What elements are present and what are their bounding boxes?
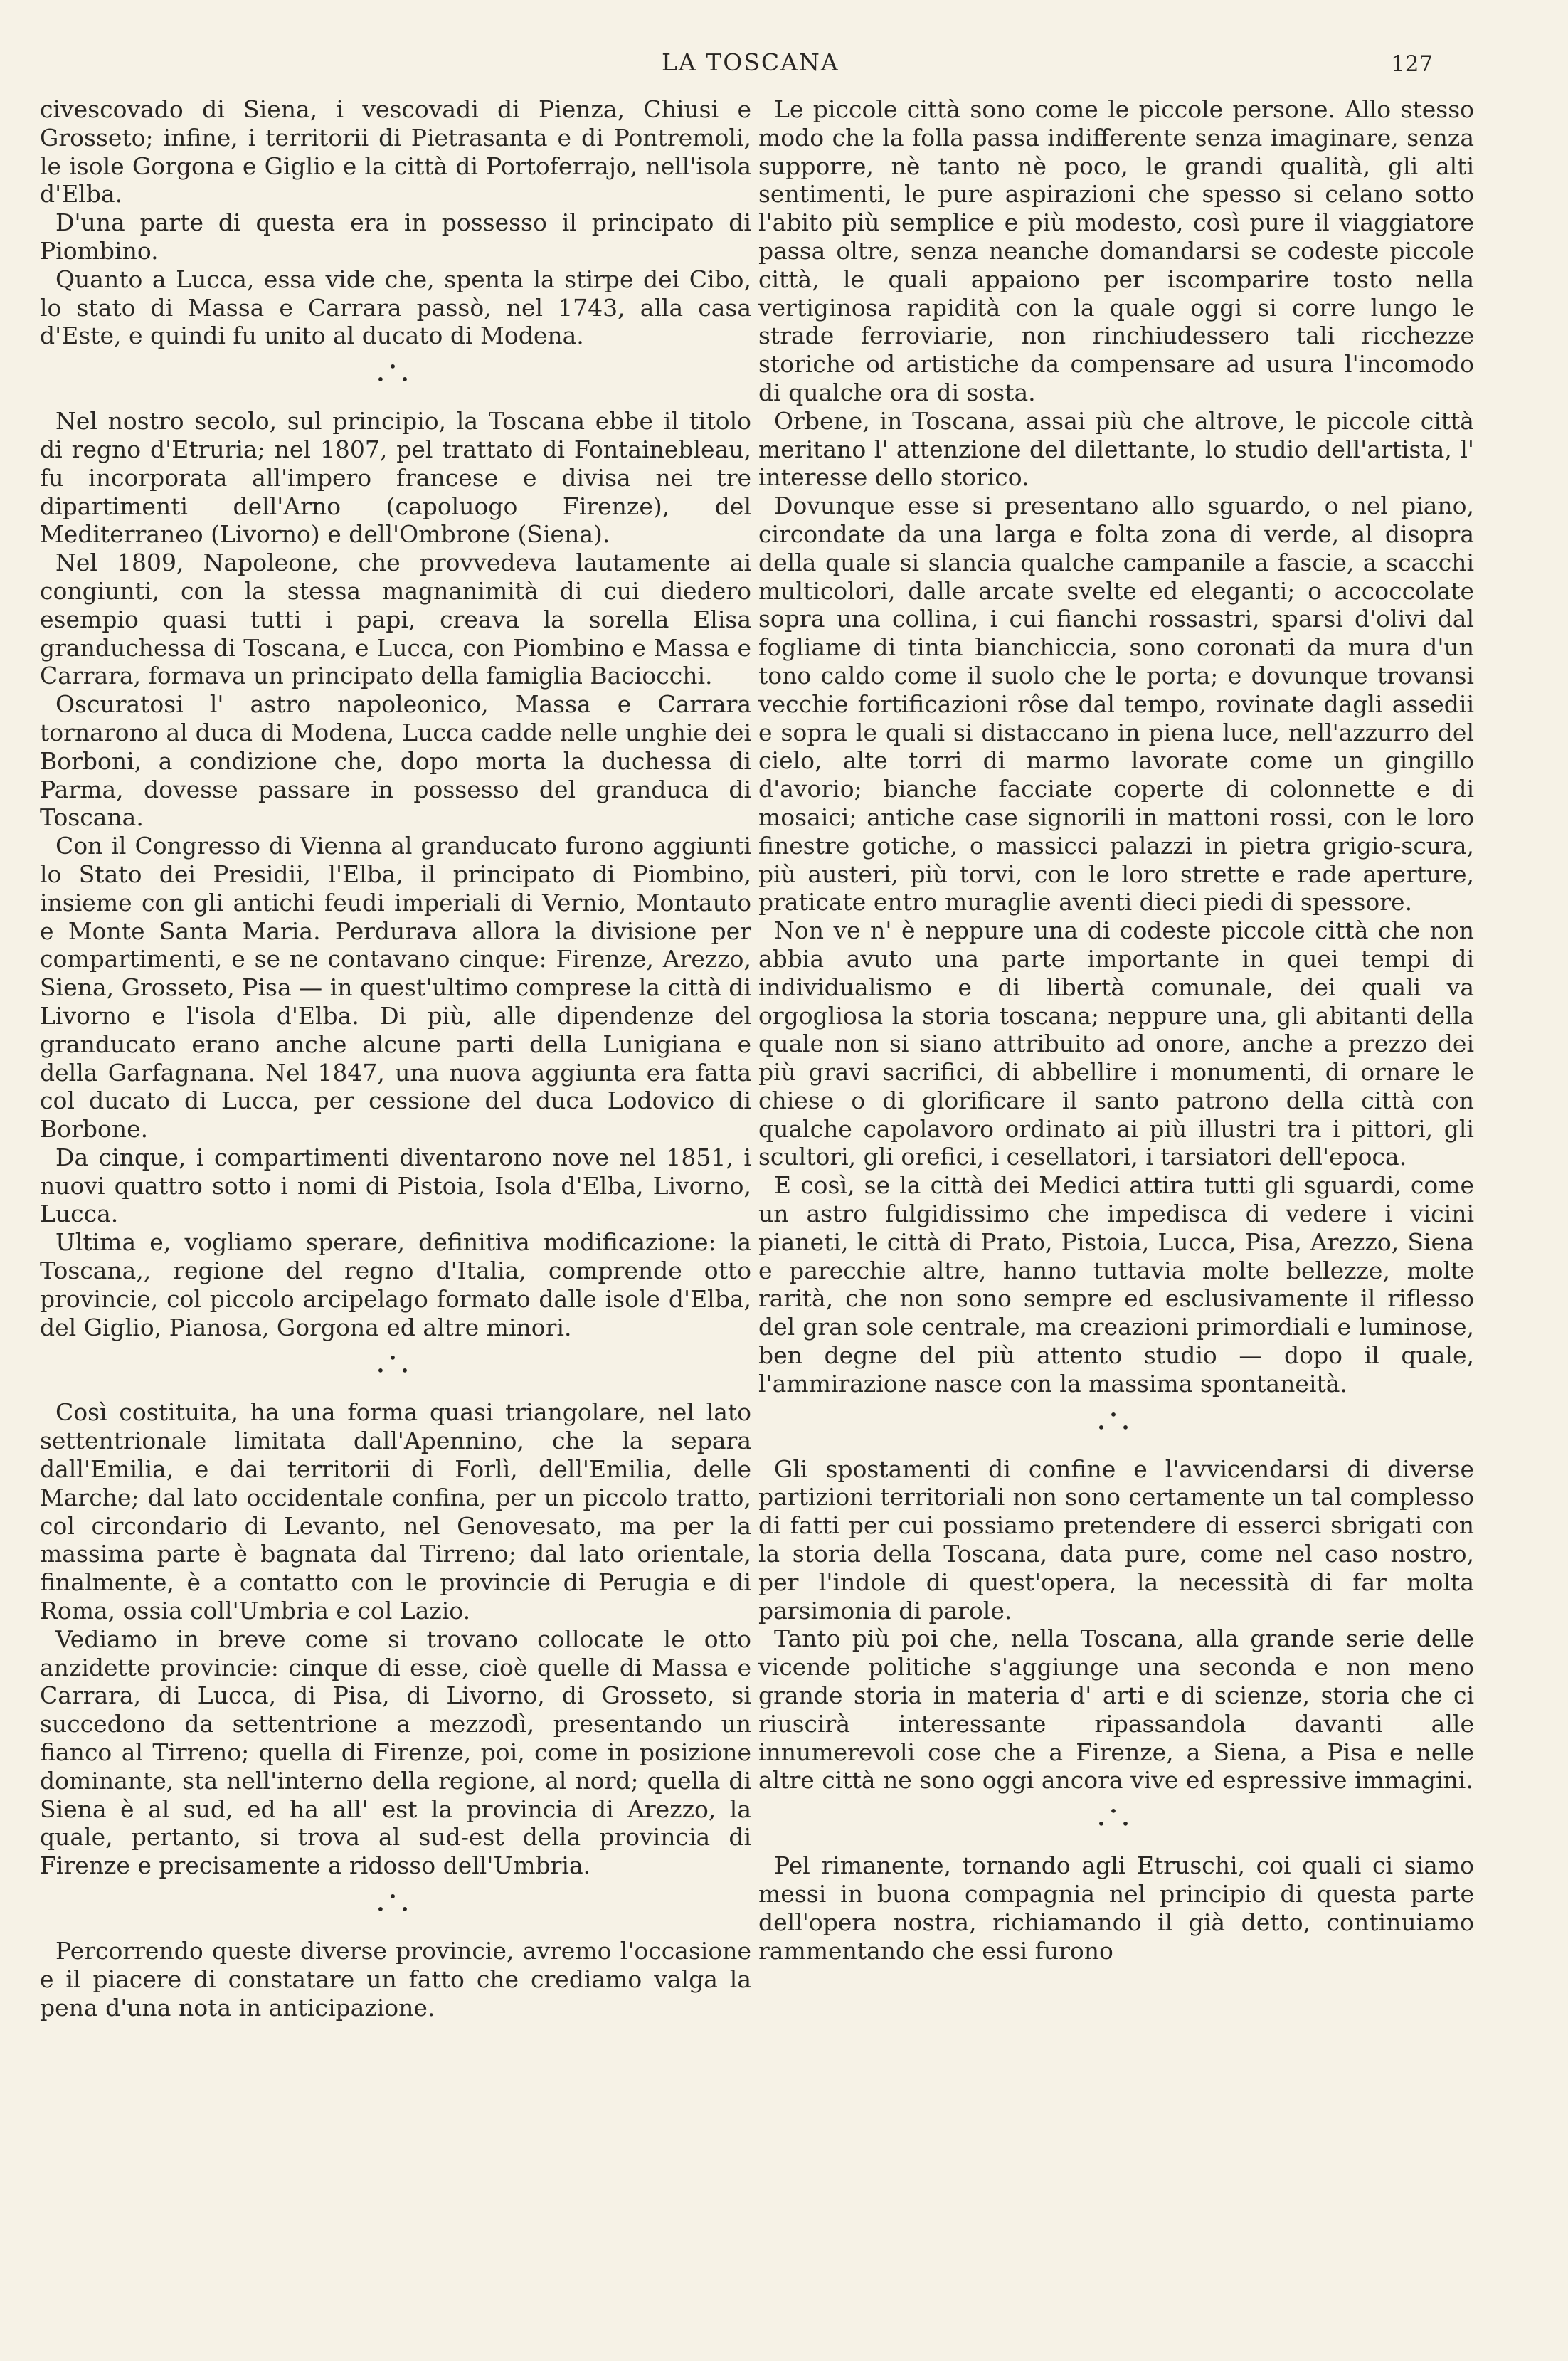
divider-dots-bottom: • • xyxy=(376,1362,415,1380)
paragraph: Nel nostro secolo, sul principio, la Toscana ebbe il titolo di regno d'Etruria; nel 1807, pel trattato di Fontainebleau, fu incorporata all'impero francese e divisa nei tre dipartimenti dell'Arno (capoluogo Firenze), del Mediterraneo (Livorno) e dell'Ombrone (Siena). xyxy=(40,407,751,549)
section-divider xyxy=(40,350,751,407)
paragraph: Non ve n' è neppure una di codeste piccole città che non abbia avuto una parte importante in quei tempi di individualismo e di libertà comunale, dei quali va orgogliosa la storia toscana; neppure una, gli abitanti della quale non si siano attribuito ad onore, anche a prezzo dei più gravi sacrifici, di abbellire i monumenti, di ornare le chiese o di glorificare il santo patrono della città con qualche capolavoro ordinato ai più illustri tra i pittori, gli scultori, gli orefici, i cesellatori, i tarsiatori dell'epoca. xyxy=(758,917,1474,1171)
divider-dots-bottom: • • xyxy=(1097,1418,1135,1436)
paragraph: Pel rimanente, tornando agli Etruschi, coi quali ci siamo messi in buona compagnia nel principio di questa parte dell'opera nostra, richiamando il già detto, continuiamo rammentando che essi furono xyxy=(758,1852,1474,1965)
divider-dot-top: • xyxy=(388,1349,403,1367)
paragraph: Con il Congresso di Vienna al granducato furono aggiunti lo Stato dei Presidii, l'Elba, il principato di Piombino, insieme con gli antichi feudi imperiali di Vernio, Montauto e Monte Santa Maria. Perdurava allora la divisione per compartimenti, e se ne contavano cinque: Firenze, Arezzo, Siena, Grosseto, Pisa — in quest'ultimo comprese la città di Livorno e l'isola d'Elba. Di più, alle dipendenze del granducato erano anche alcune parti della Lunigiana e della Garfagnana. Nel 1847, una nuova aggiunta era fatta col ducato di Lucca, per cessione del duca Lodovico di Borbone. xyxy=(40,832,751,1143)
paragraph: Da cinque, i compartimenti diventarono nove nel 1851, i nuovi quattro sotto i nomi di Pistoia, Isola d'Elba, Livorno, Lucca. xyxy=(40,1143,751,1228)
divider-dot-top: • xyxy=(1109,1405,1123,1423)
page-number: 127 xyxy=(1391,51,1434,77)
paragraph: D'una parte di questa era in possesso il principato di Piombino. xyxy=(40,208,751,265)
paragraph: E così, se la città dei Medici attira tutti gli sguardi, come un astro fulgidissimo che impedisca di vedere i vicini pianeti, le città di Prato, Pistoia, Lucca, Pisa, Arezzo, Siena e parecchie altre, hanno tuttavia molte bellezze, molte rarità, che non sono sempre ed esclusivamente il riflesso del gran sole centrale, ma creazioni primordiali e luminose, ben degne del più attento studio — dopo il quale, l'ammirazione nasce con la massima spontaneità. xyxy=(758,1171,1474,1398)
divider-dots-bottom: • • xyxy=(376,371,415,389)
divider-dot-top: • xyxy=(1109,1802,1123,1820)
paragraph: Dovunque esse si presentano allo sguardo, o nel piano, circondate da una larga e folta zona di verde, al disopra della quale si slancia qualche campanile a fascie, a scacchi multicolori, dalle arcate svelte ed eleganti; o accoccolate sopra una collina, i cui fianchi rossastri, sparsi d'olivi dal fogliame di tinta bianchiccia, sono coronati da mura d'un tono caldo come il suolo che le porta; e dovunque trovansi vecchie fortificazioni rôse dal tempo, rovinate dagli assedii e sopra le quali si distaccano in piena luce, nell'azzurro del cielo, alte torri di marmo lavorate come un gingillo d'avorio; bianche facciate coperte di colonnette e di mosaici; antiche case signorili in mattoni rossi, con le loro finestre gotiche, o massicci palazzi in pietra grigio-scura, più austeri, più torvi, con le loro strette e rade aperture, praticate entro muraglie aventi dieci piedi di spessore. xyxy=(758,492,1474,917)
paragraph: Gli spostamenti di confine e l'avvicendarsi di diverse partizioni territoriali non sono certamente un tal complesso di fatti per cui possiamo pretendere di esserci sbrigati con la storia della Toscana, data pure, come nel caso nostro, per l'indole di quest'opera, la necessità di far molta parsimonia di parole. xyxy=(758,1454,1474,1625)
section-divider xyxy=(758,1795,1474,1852)
paragraph: Nel 1809, Napoleone, che provvedeva lautamente ai congiunti, con la stessa magnanimità di cui diedero esempio quasi tutti i papi, creava la sorella Elisa granduchessa di Toscana, e Lucca, con Piombino e Massa e Carrara, formava un principato della famiglia Baciocchi. xyxy=(40,549,751,690)
section-divider xyxy=(40,1341,751,1398)
paragraph: Così costituita, ha una forma quasi triangolare, nel lato settentrionale limitata dall'Apennino, che la separa dall'Emilia, e dai territorii di Forlì, dell'Emilia, delle Marche; dal lato occidentale confina, per un piccolo tratto, col circondario di Levanto, nel Genovesato, ma per la massima parte è bagnata dal Tirreno; dal lato orientale, finalmente, è a contatto con le provincie di Perugia e di Roma, ossia coll'Umbria e col Lazio. xyxy=(40,1398,751,1625)
paragraph: Vediamo in breve come si trovano collocate le otto anzidette provincie: cinque di esse, cioè quelle di Massa e Carrara, di Lucca, di Pisa, di Livorno, di Grosseto, si succedono da settentrione a mezzodì, presentando un fianco al Tirreno; quella di Firenze, poi, come in posizione dominante, sta nell'interno della regione, al nord; quella di Siena è al sud, ed ha all' est la provincia di Arezzo, la quale, pertanto, si trova al sud-est della provincia di Firenze e precisamente a ridosso dell'Umbria. xyxy=(40,1625,751,1880)
paragraph: Oscuratosi l' astro napoleonico, Massa e Carrara tornarono al duca di Modena, Lucca cadde nelle unghie dei Borboni, a condizione che, dopo morta la duchessa di Parma, dovesse passare in possesso del granduca di Toscana. xyxy=(40,690,751,832)
section-divider xyxy=(758,1398,1474,1455)
paragraph: Orbene, in Toscana, assai più che altrove, le piccole città meritano l' attenzione del dilettante, lo studio dell'artista, l' interesse dello storico. xyxy=(758,406,1474,492)
paragraph: civescovado di Siena, i vescovadi di Pienza, Chiusi e Grosseto; infine, i territorii di Pietrasanta e di Pontremoli, le isole Gorgona e Giglio e la città di Portoferrajo, nell'isola d'Elba. xyxy=(40,95,751,208)
section-divider xyxy=(40,1880,751,1937)
paragraph: Le piccole città sono come le piccole persone. Allo stesso modo che la folla passa indifferente senza imaginare, senza supporre, nè tanto nè poco, le grandi qualità, gli alti sentimenti, le pure aspirazioni che spesso si celano sotto l'abito più semplice e più modesto, così pure il viaggiatore passa oltre, senza neanche domandarsi se codeste piccole città, le quali appaiono per iscomparire tosto nella vertiginosa rapidità con la quale oggi si corre lungo le strade ferroviarie, non rinchiudessero tali ricchezze storiche od artistiche da compensare ad usura l'incomodo di qualche ora di sosta. xyxy=(758,95,1474,406)
divider-dot-top: • xyxy=(388,1888,403,1906)
paragraph: Quanto a Lucca, essa vide che, spenta la stirpe dei Cibo, lo stato di Massa e Carrara passò, nel 1743, alla casa d'Este, e quindi fu unito al ducato di Modena. xyxy=(40,265,751,350)
paragraph: Ultima e, vogliamo sperare, definitiva modificazione: la Toscana,, regione del regno d'Italia, comprende otto provincie, col piccolo arcipelago formato dalle isole d'Elba, del Giglio, Pianosa, Gorgona ed altre minori. xyxy=(40,1228,751,1341)
paragraph: Percorrendo queste diverse provincie, avremo l'occasione e il piacere di constatare un fatto che crediamo valga la pena d'una nota in anticipazione. xyxy=(40,1937,751,2022)
divider-dots-bottom: • • xyxy=(1097,1815,1135,1833)
running-header: LA TOSCANA xyxy=(662,48,839,76)
divider-dots-bottom: • • xyxy=(376,1901,415,1918)
divider-dot-top: • xyxy=(388,358,403,376)
paragraph: Tanto più poi che, nella Toscana, alla grande serie delle vicende politiche s'aggiunge una seconda e non meno grande storia in materia d' arti e di scienze, storia che ci riuscirà interessante ripassandola davanti alle innumerevoli cose che a Firenze, a Siena, a Pisa e nelle altre città ne sono oggi ancora vive ed espressive immagini. xyxy=(758,1625,1474,1795)
right-column xyxy=(758,95,1474,1965)
left-column xyxy=(40,95,751,2022)
